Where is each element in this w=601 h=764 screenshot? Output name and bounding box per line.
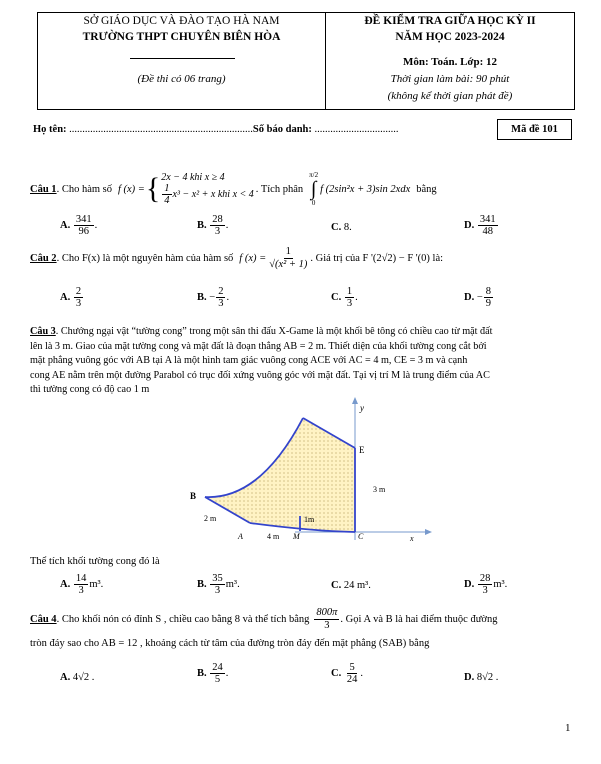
label-1m: 1m [304,515,315,524]
name-label: Họ tên: [33,124,67,135]
label-4m: 4 m [267,532,280,541]
q2-fx: f (x) = [239,252,267,264]
q3-question: Thể tích khối tường cong đó là [30,556,160,567]
q3-option-d[interactable]: D. $\frac{28}{3}$ m³. [464,573,508,597]
q4-label: Câu 4 [30,613,57,625]
q3-line-4: cong AE nằm trên một đường Parabol có trục đối xứng vuông góc với mặt đất. Tại vị trí M là trung điểm của AC [30,369,490,381]
q4-volume-num: 800π [316,607,338,619]
question-1: Câu 1 . Cho hàm số f (x) = { 2x − 4 khi x ≥ 4 $\frac{1}{4}$ x³ − x² + x khi x < 4 . Tích phân π/2 ∫ 0 f (2sin²x + 3)sin 2xdx bằng [30,171,437,207]
q3-option-a[interactable]: A. $\frac{14}{3}$ m³. [60,573,104,597]
q1-lower-limit: 0 [311,199,316,207]
q2-text-b: . Giá trị của F '(2√2) − F '(0) là: [310,252,444,264]
q4-option-a[interactable]: A. 4√2 . [60,672,95,683]
subject: Môn: Toán. Lớp: 12 [402,56,498,68]
q2-label: Câu 2 [30,252,57,264]
q1-text-a: . Cho hàm số [56,183,112,195]
label-a: A [238,532,243,541]
q3-line-3: mặt phẳng vuông góc với AB tại A là một hình tam giác vuông cong ACE với AC = 4 m, CE = 3 m và cạnh [30,355,468,366]
q1-label: Câu 1 [30,183,57,195]
name-dots: ...................................................................... [69,124,253,135]
time-allowed: Thời gian làm bài: 90 phút [390,73,510,85]
time-note: (không kể thời gian phát đề) [387,90,513,102]
q1-option-a[interactable]: A. $\frac{341}{96}$ . [60,214,98,238]
q2-option-a[interactable]: A. $\frac{2}{3}$ [60,286,82,310]
curved-wall-figure [170,395,440,545]
q3-line-1: . Chướng ngại vật “tường cong” trong một sân thi đấu X-Game là một khối bê tông có chiều cao từ mặt đất [55,326,493,337]
question-4 [30,605,497,633]
q3-line-2: lên là 3 m. Giao của mặt tường cong và mặt đất là đoạn thẳng AB = 2 m. Thiết diện của khối tường cong cắt bởi [30,340,487,352]
q1-text-b: . Tích phân [255,183,304,195]
q1-option-b[interactable]: B. $\frac{28}{3}$ . [197,214,229,238]
exam-title: ĐỀ KIỂM TRA GIỮA HỌC KỲ II [364,15,536,27]
q1-text-c: bằng [416,183,437,195]
label-2m: 2 m [204,514,217,523]
student-name-row [33,124,399,135]
q1-piece-2: x³ − x² + x khi x < 4 [172,189,254,200]
q2-num: 1 [285,246,291,258]
school-name: TRƯỜNG THPT CHUYÊN BIÊN HÒA [82,31,281,43]
q2-text-a: . Cho F(x) là một nguyên hàm của hàm số [56,252,234,264]
label-b: B [190,491,197,501]
header-underline [130,58,235,59]
q1-upper-limit: π/2 [309,171,319,179]
q4-volume-den: 3 [324,619,330,631]
exam-code-box: Mã đề 101 [497,119,572,140]
label-m: M [293,532,300,541]
q2-option-d[interactable]: D. − $\frac{8}{9}$ [464,286,492,310]
label-e: E [359,445,365,455]
integral-icon: ∫ [310,178,317,200]
q4-text-b: . Gọi A và B là hai điểm thuộc đường [340,613,498,625]
label-x: x [410,534,414,543]
brace-icon: { [145,172,161,205]
label-y: y [360,403,364,413]
q4-option-b[interactable]: B. $\frac{24}{5}$ . [197,662,229,686]
q3-option-c[interactable]: C. 24 m³. [331,580,371,591]
y-axis-arrow-icon [352,397,358,404]
q2-den: √(x² + 1) [269,258,308,270]
q3-line-5: thì tường cong có độ cao 1 m [30,384,150,395]
q3-option-b[interactable]: B. $\frac{35}{3}$ m³. [197,573,240,597]
q4-option-d[interactable]: D. 8√2 . [464,672,499,683]
page-number: 1 [565,722,571,734]
question-2 [30,244,443,272]
department-name: SỞ GIÁO DỤC VÀ ĐÀO TẠO HÀ NAM [83,15,280,27]
q4-option-c[interactable]: C. $\frac{5}{24}$ . [331,662,363,686]
id-dots: ................................ [314,124,399,135]
id-label: Số báo danh: [252,124,312,135]
q1-integrand: f (2sin²x + 3)sin 2xdx [320,183,411,195]
school-year: NĂM HỌC 2023-2024 [395,31,505,43]
q3-label: Câu 3 [30,326,56,337]
label-3m: 3 m [373,485,386,494]
question-3 [30,325,570,398]
x-axis-arrow-icon [425,529,432,535]
q2-option-b[interactable]: B. − $\frac{2}{3}$ . [197,286,230,310]
q2-option-c[interactable]: C. $\frac{1}{3}$ . [331,286,358,310]
pages-note: (Đề thi có 06 trang) [137,73,226,85]
exam-header [37,12,575,110]
q1-option-d[interactable]: D. $\frac{341}{48}$ [464,214,496,238]
q1-piece-1: 2x − 4 khi x ≥ 4 [161,171,225,183]
label-c: C [358,532,364,541]
q4-text-a: . Cho khối nón có đỉnh S , chiều cao bằng 8 và thể tích bằng [56,613,310,625]
q1-option-c[interactable]: C. 8. [331,222,352,233]
q4-line-2: tròn đáy sao cho AB = 12 , khoảng cách từ tâm của đường tròn đáy đến mặt phẳng (SAB) bằng [30,638,430,649]
